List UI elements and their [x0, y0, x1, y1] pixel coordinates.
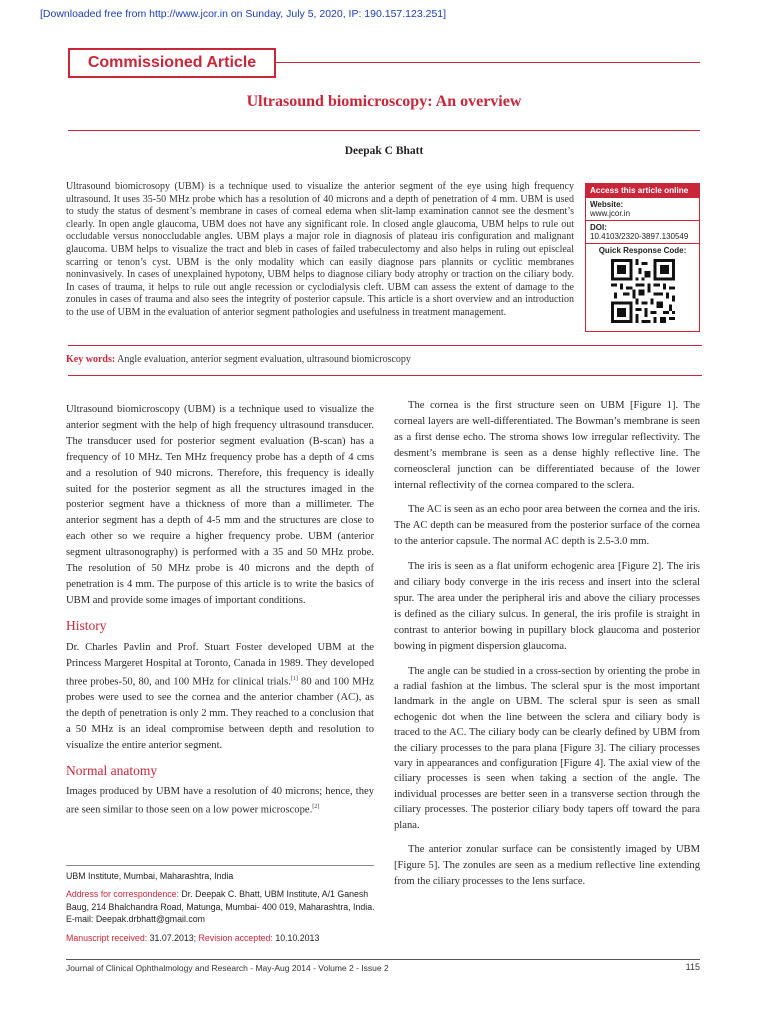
article-type-badge: Commissioned Article: [68, 48, 276, 78]
header-divider: [276, 62, 700, 63]
access-box-header: Access this article online: [586, 184, 699, 197]
qr-code-icon[interactable]: [611, 259, 675, 323]
angle-paragraph: The angle can be studied in a cross-section by orienting the probe in a radial fashion at the limbus. The scleral spur is the most important landmark in the angle on UBM. The scleral spur is seen as small echogenic dot when the line between the sclera and ciliary body is traced to the AC. The ciliary body can be clearly defined by UBM from the ciliary processes to the para plana [Figure 3]. The ciliary processes vary in appearances and configuration [Figure 4]. The axial view of the ciliary processes is seen when taking a section of the angle. The individual processes are better seen in a transverse section through the ciliary processes. The posterior ciliary body tapers off toward the para plana.: [394, 665, 700, 831]
footnote-rule: [66, 865, 374, 866]
reference-2[interactable]: [2]: [312, 804, 320, 811]
title-rule: [68, 130, 700, 131]
journal-footer: Journal of Clinical Ophthalmology and Research - May-Aug 2014 - Volume 2 - Issue 2: [66, 963, 389, 973]
website-link[interactable]: www.jcor.in: [590, 209, 631, 218]
cornea-paragraph: The cornea is the first structure seen on UBM [Figure 1]. The corneal layers are well-differentiated. The Bowman’s membrane is seen as a first dense echo. The stroma shows low irregular reflectivity. The desment’s membrane is seen as a dense highly reflective line. The corneoscleral junction can be differentiated because of the lower internal reflectivity of the cornea compared to the sclera.: [394, 400, 700, 491]
qr-label: Quick Response Code:: [598, 246, 687, 255]
affiliation: UBM Institute, Mumbai, Maharashtra, India: [66, 871, 234, 881]
access-qr: [586, 243, 699, 331]
keywords-rule: [68, 375, 702, 376]
history-heading: History: [66, 617, 107, 633]
doi-label: DOI:: [590, 223, 607, 232]
page-number: 115: [685, 962, 700, 972]
zonule-paragraph: The anterior zonular surface can be consistently imaged by UBM [Figure 5]. The zonules are seen as a medium reflective line extending from the ciliary processes to the lens surface.: [394, 844, 700, 887]
keywords-label: Key words:: [66, 354, 116, 365]
article-title: Ultrasound biomicroscopy: An overview: [246, 93, 522, 110]
left-column: [66, 402, 374, 828]
correspondence: Address for correspondence: Dr. Deepak C. Bhatt, UBM Institute, A/1 Ganesh Baug, 214 Bhalchandra Road, Matunga, Mumbai- 400 019, Maharashtra, India. E-mail: Deepak.drbhatt@gmail.com: [66, 889, 375, 925]
access-online-box: [585, 183, 700, 332]
website-label: Website:: [590, 200, 624, 209]
reference-1[interactable]: [1]: [290, 675, 298, 682]
download-notice: [Downloaded free from http://www.jcor.in on Sunday, July 5, 2020, IP: 190.157.123.251]: [40, 8, 447, 20]
footer-rule: [66, 959, 700, 960]
doi-value[interactable]: 10.4103/2320-3897.130549: [590, 232, 689, 241]
footnote: [66, 870, 376, 950]
history-paragraph: Dr. Charles Pavlin and Prof. Stuart Foster developed UBM at the Princess Margeret Hospital at Toronto, Canada in 1989. They developed three probes-50, 80, and 100 MHz for clinical trials.[1] 80 and 100 MHz probes were used to see the cornea and the anterior chamber (AC), as the depth of penetration is only 2 mm. They reached to a conclusion that a 50 MHz is an ideal compromise between depth and resolution to visualize the entire anterior segment.: [66, 641, 374, 751]
keywords-line: [66, 354, 586, 365]
access-website: [586, 197, 699, 220]
keywords-text: Angle evaluation, anterior segment evaluation, ultrasound biomicroscopy: [117, 354, 411, 365]
manuscript-dates: Manuscript received: 31.07.2013; Revision accepted: 10.10.2013: [66, 932, 320, 943]
abstract-rule: [68, 345, 702, 346]
anatomy-heading: Normal anatomy: [66, 762, 158, 778]
right-column: [394, 398, 700, 899]
intro-paragraph: Ultrasound biomicroscopy (UBM) is a technique used to visualize the anterior segment with the help of high frequency ultrasound transducer. The transducer used for posterior segment evaluation (B-scan) has a frequency of 10 MHz. Ten MHz frequency probe has a depth of 4 cms and a resolution of 940 microns. Therefore, this frequency is ideally suited for the posterior segment as all the structures imaged in the posterior segment have a thickness of more than a millimeter. The anterior segment has a depth of 4-5 mm and the structures are close to each other so we require a higher frequency probe. UBM (anterior segment ultrasonography) is performed with a 35 and 50 MHz probe. The resolution of 50 MHz probe is 40 microns and the depth of penetration is 4 mm. The purpose of this article is to write the basics of UBM and provide some images of important conditions.: [66, 404, 374, 606]
abstract-text: Ultrasound biomicrosopy (UBM) is a technique used to visualize the anterior segment of the eye using high frequency ultrasound. It uses 35-50 MHz probe which has a resolution of 40 microns and a depth of penetration of 4 mm. UBM is used to study the status of desment’s membrane in cases of corneal edema when slit-lamp examination cannot see the desment’s clearly. In open angle glaucoma, UBM does not have any significant role. In closed angle glaucoma, UBM helps to rule out occludable versus nonoccludable angles. UBM plays a major role in diagnosis of plateau iris configuration and malignant glaucoma. UBM helps to visualize the tract and bleb in cases of failed trabeculectomy and also helps in ruling out episcleal scarring or tenon’s cyst. UBM is the only modality which can easily diagnose pars plannits or cyclitic membranes noninvasively. In cases of unexplained hypotony, UBM helps to diagnose ciliary body atrophy or traction on the ciliary body. In cases of trauma, it helps to rule out angle recession or cyclodialysis cleft. UBM can assess the extent of damage to the zonules in cases of trauma and also sees the integrity of posterior capsule. This article is a short overview and an introduction to the use of UBM in the evaluation of anterior segment pathologies and usefulness in treatment management.: [66, 181, 574, 318]
iris-paragraph: The iris is seen as a flat uniform echogenic area [Figure 2]. The iris and ciliary body converge in the iris recess and insert into the scleral spur. The area under the peripheral iris and above the ciliary processes is defined as the ciliary sulcus. In general, the iris profile is straight in contrast to anterior bowing in pupillary block glaucoma and posterior bowing in pigment dispersion glaucoma.: [394, 561, 700, 652]
access-doi: [586, 220, 699, 243]
author-name: Deepak C Bhatt: [344, 145, 424, 157]
ac-paragraph: The AC is seen as an echo poor area between the cornea and the iris. The AC depth can be measured from the posterior surface of the cornea to the anterior capsule. The normal AC depth is 2.5-3.0 mm.: [394, 504, 700, 548]
anatomy-paragraph: Images produced by UBM have a resolution of 40 microns; hence, they are seen similar to those seen on a low power microscope.[2]: [66, 786, 374, 816]
